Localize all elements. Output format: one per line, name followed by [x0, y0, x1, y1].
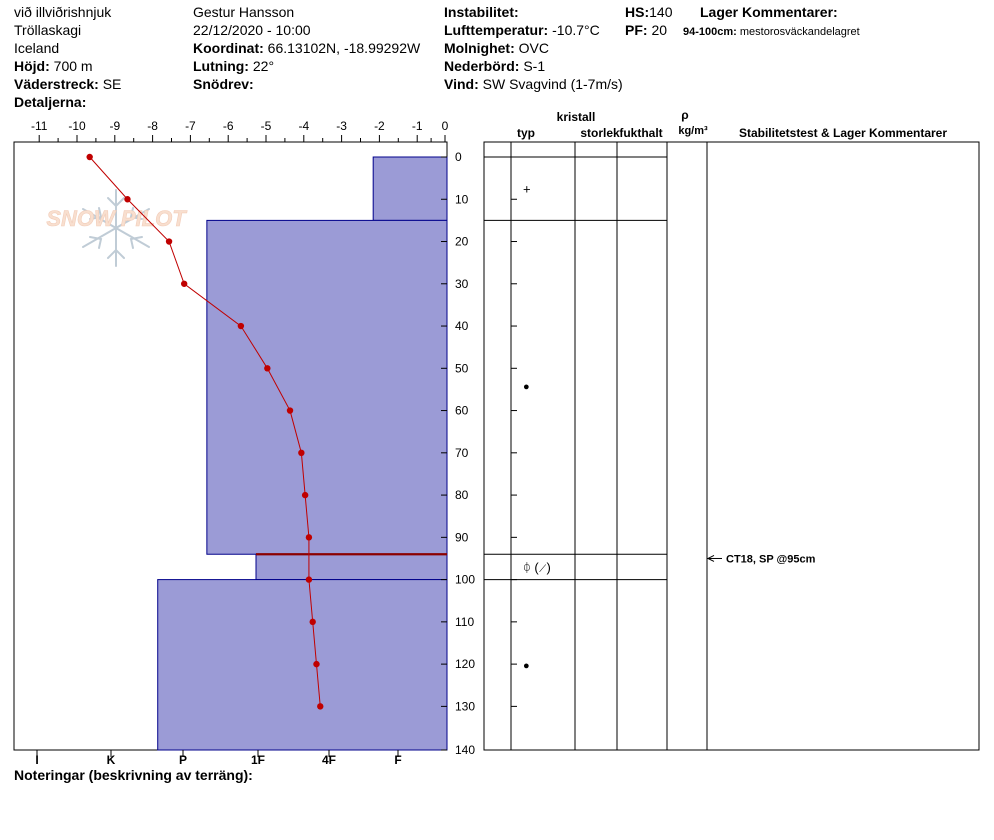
stability-tests — [707, 553, 816, 565]
observer-name: Gestur Hansson — [193, 4, 295, 20]
temp-point-1 — [124, 196, 130, 202]
grain-symbol-3: ● — [523, 660, 530, 673]
instability-label: Instabilitet: — [444, 4, 519, 20]
grain-symbol-0: + — [523, 181, 531, 197]
depth-label-9: 90 — [455, 530, 469, 545]
aspect-label: Väderstreck: — [14, 76, 99, 92]
stability-test-label-0: CT18, SP @95cm — [726, 553, 816, 566]
wind-value: SW Svagvind (1-7m/s) — [482, 76, 623, 92]
wind-label: Vind: — [444, 76, 479, 92]
observation-datetime: 22/12/2020 - 10:00 — [193, 22, 311, 38]
region-name: Tröllaskagi — [14, 22, 82, 38]
temp-tick-label-0: -11 — [30, 119, 48, 133]
layer-table-frame — [484, 142, 979, 750]
depth-label-4: 40 — [455, 319, 469, 334]
header-density-unit: kg/m³ — [678, 125, 708, 137]
depth-label-12: 120 — [455, 657, 476, 672]
temp-tick-label-5: -6 — [222, 119, 234, 133]
temp-tick-label-9: -2 — [374, 119, 385, 133]
temp-point-12 — [313, 661, 319, 667]
temp-point-13 — [317, 703, 323, 709]
temp-point-6 — [287, 407, 293, 413]
precip-value: S-1 — [523, 58, 546, 74]
depth-label-10: 100 — [455, 572, 476, 587]
temp-tick-label-4: -7 — [185, 119, 196, 133]
temp-tick-label-11: 0 — [441, 119, 449, 133]
temp-point-7 — [298, 450, 304, 456]
precip-label: Nederbörd: — [444, 58, 520, 74]
hardness-axis — [35, 750, 401, 767]
depth-axis — [441, 150, 517, 757]
temp-point-10 — [306, 576, 312, 582]
slope-value: 22° — [252, 58, 275, 74]
coordinate-label: Koordinat: — [193, 40, 264, 56]
airtemp-value: -10.7°C — [552, 22, 600, 38]
depth-label-14: 140 — [455, 743, 476, 757]
depth-label-11: 110 — [455, 614, 475, 629]
hardness-label-4: 4F — [321, 753, 337, 767]
temp-point-4 — [238, 323, 244, 329]
header-rho: ρ — [681, 108, 689, 122]
header-typ: typ — [517, 126, 535, 140]
depth-label-5: 50 — [455, 361, 469, 376]
layer-comment-text: mestorosväckandelagret — [739, 26, 860, 38]
drift-label: Snödrev: — [193, 76, 254, 92]
snow-pilot-logo — [46, 190, 187, 266]
country-name: Iceland — [14, 40, 60, 56]
depth-label-8: 80 — [455, 488, 469, 503]
temp-point-5 — [264, 365, 270, 371]
temp-point-3 — [181, 281, 187, 287]
hardness-layer-2 — [256, 554, 447, 579]
sky-value: OVC — [518, 40, 549, 56]
elevation-value: 700 m — [53, 58, 93, 74]
depth-label-13: 130 — [455, 699, 476, 714]
hardness-layer-1 — [207, 220, 447, 554]
coordinate-value: 66.13102N, -18.99292W — [267, 40, 421, 56]
hardness-layer-3 — [158, 580, 447, 750]
layer-comment-range: 94-100cm: — [683, 26, 737, 38]
header-kristall: kristall — [556, 110, 596, 124]
depth-label-6: 60 — [455, 403, 469, 418]
hardness-label-2: P — [178, 753, 188, 767]
temp-tick-label-7: -4 — [298, 119, 310, 133]
elevation-label: Höjd: — [14, 58, 50, 74]
details-label: Detaljerna: — [14, 94, 87, 110]
temp-point-8 — [302, 492, 308, 498]
layer-table-columns — [511, 142, 707, 750]
depth-label-2: 20 — [455, 234, 469, 249]
hardness-layer-0 — [373, 157, 447, 220]
grain-symbol-1: ● — [523, 381, 530, 394]
location-name: við illviðrishnjuk — [14, 4, 112, 20]
notes-label: Noteringar (beskrivning av terräng): — [14, 767, 253, 783]
layer-comments-label: Lager Kommentarer: — [700, 4, 838, 20]
temp-tick-label-8: -3 — [336, 119, 347, 133]
temp-point-2 — [166, 238, 172, 244]
temp-point-0 — [86, 154, 92, 160]
depth-label-1: 10 — [455, 192, 469, 207]
slope-label: Lutning: — [193, 58, 249, 74]
temp-tick-label-10: -1 — [411, 119, 423, 133]
airtemp-label: Lufttemperatur: — [444, 22, 549, 38]
grain-symbol-2: ᛰ (⟋) — [523, 559, 551, 575]
hs-value: 140 — [649, 4, 673, 20]
grain-symbols — [523, 182, 551, 672]
header-storlek: storlek — [580, 126, 620, 140]
temp-tick-label-3: -8 — [147, 119, 158, 133]
hardness-label-5: F — [394, 753, 402, 767]
depth-label-7: 70 — [455, 445, 469, 460]
temperature-axis — [31, 119, 449, 142]
header-stability: Stabilitetstest & Lager Kommentarer — [738, 126, 948, 140]
temp-point-11 — [310, 619, 316, 625]
header-fukthalt: fukthalt — [619, 126, 663, 140]
logo-text: SNOW PILOT — [46, 206, 186, 231]
temp-tick-label-1: -10 — [68, 119, 86, 133]
temp-tick-label-2: -9 — [109, 119, 121, 133]
hardness-label-3: 1F — [250, 753, 266, 767]
hs-label: HS: — [625, 4, 650, 20]
hardness-label-1: K — [106, 753, 116, 767]
temp-tick-label-6: -5 — [260, 119, 272, 133]
depth-label-3: 30 — [455, 276, 469, 291]
pf-label: PF: — [625, 22, 648, 38]
depth-label-0: 0 — [455, 150, 462, 164]
temp-point-9 — [306, 534, 312, 540]
hardness-label-0: I — [35, 753, 39, 767]
aspect-value: SE — [102, 76, 122, 92]
sky-label: Molnighet: — [444, 40, 515, 56]
pf-value: 20 — [651, 22, 668, 38]
